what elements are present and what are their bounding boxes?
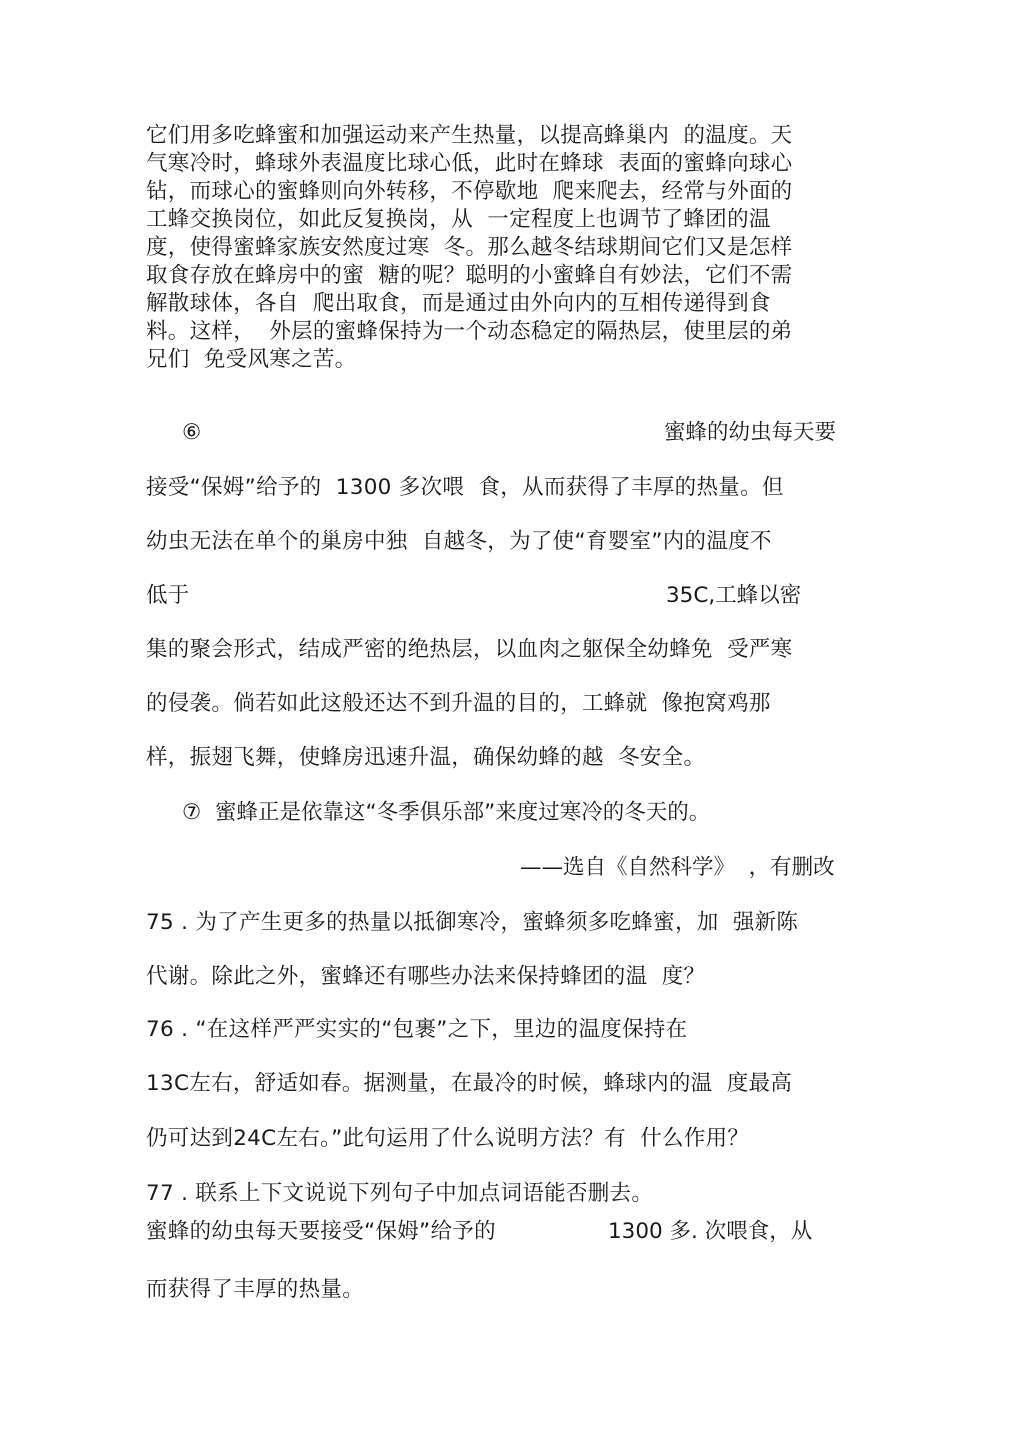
paragraph-5-line-7: 解散球体，各自 爬出取食，而是通过由外向内的互相传递得到食 <box>146 291 771 316</box>
paragraph-6-line-5: 集的聚会形式，结成严密的绝热层，以血肉之躯保全幼蜂免 受严寒 <box>146 637 793 662</box>
paragraph-5-line-9: 兄们 免受风寒之苦。 <box>146 347 357 372</box>
question-76-line-3: 仍可达到24C左右。”此句运用了什么说明方法？有 什么作用？ <box>146 1126 750 1151</box>
question-75-line-1: 75 . 为了产生更多的热量以抵御寒冷，蜜蜂须多吃蜂蜜，加 强新陈 <box>146 910 799 935</box>
paragraph-6-line-3: 幼虫无法在单个的巢房中独 自越冬，为了使“育婴室”内的温度不 <box>146 529 772 554</box>
question-76-line-1: 76 . “在这样严严实实的“包裹”之下，里边的温度保持在 <box>146 1017 688 1042</box>
paragraph-5-line-5: 度，使得蜜蜂家族安然度过寒 冬。那么越冬结球期间它们又是怎样 <box>146 235 793 260</box>
question-77-sentence-right: 1300 多. 次喂食，从 <box>608 1219 813 1244</box>
paragraph-6-line-6: 的侵袭。倘若如此这般还达不到升温的目的，工蜂就 像抱窝鸡那 <box>146 691 771 716</box>
paragraph-6-line-2: 接受“保姆”给予的 1300 多次喂 食，从而获得了丰厚的热量。但 <box>146 475 784 500</box>
paragraph-5-line-6: 取食存放在蜂房中的蜜 糖的呢？聪明的小蜜蜂自有妙法，它们不需 <box>146 263 793 288</box>
paragraph-5-line-2: 气寒冷时，蜂球外表温度比球心低，此时在蜂球 表面的蜜蜂向球心 <box>146 151 793 176</box>
paragraph-6-line-1: 蜜蜂的幼虫每天要 <box>664 420 837 445</box>
paragraph-6-marker: ⑥ <box>182 420 202 445</box>
paragraph-6-line-7: 样，振翅飞舞，使蜂房迅速升温，确保幼蜂的越 冬安全。 <box>146 745 706 770</box>
paragraph-5-line-3: 钻，而球心的蜜蜂则向外转移，不停歇地 爬来爬去，经常与外面的 <box>146 179 793 204</box>
question-77-sentence-left: 蜜蜂的幼虫每天要接受“保姆”给予的 <box>146 1219 496 1244</box>
paragraph-7: ⑦ 蜜蜂正是依靠这“冬季俱乐部”来度过寒冷的冬天的。 <box>182 800 711 825</box>
question-77-sentence-end: 而获得了丰厚的热量。 <box>146 1277 365 1302</box>
paragraph-6-line-4-left: 低于 <box>146 583 190 608</box>
question-77-line-1: 77 . 联系上下文说说下列句子中加点词语能否删去。 <box>146 1181 654 1206</box>
question-76-line-2: 13C左右，舒适如春。据测量，在最冷的时候，蜂球内的温 度最高 <box>146 1071 793 1096</box>
paragraph-5-line-1: 它们用多吃蜂蜜和加强运动来产生热量，以提高蜂巢内 的温度。天 <box>146 123 793 148</box>
paragraph-6-line-4-right: 35C,工蜂以密 <box>666 583 802 608</box>
paragraph-5-line-4: 工蜂交换岗位，如此反复换岗，从 一定程度上也调节了蜂团的温 <box>146 207 771 232</box>
question-75-line-2: 代谢。除此之外，蜜蜂还有哪些办法来保持蜂团的温 度？ <box>146 964 706 989</box>
source-attribution: ——选自《自然科学》 ，有删改 <box>520 855 835 880</box>
paragraph-5-line-8: 料。这样， 外层的蜜蜂保持为一个动态稳定的隔热层，使里层的弟 <box>146 319 793 344</box>
